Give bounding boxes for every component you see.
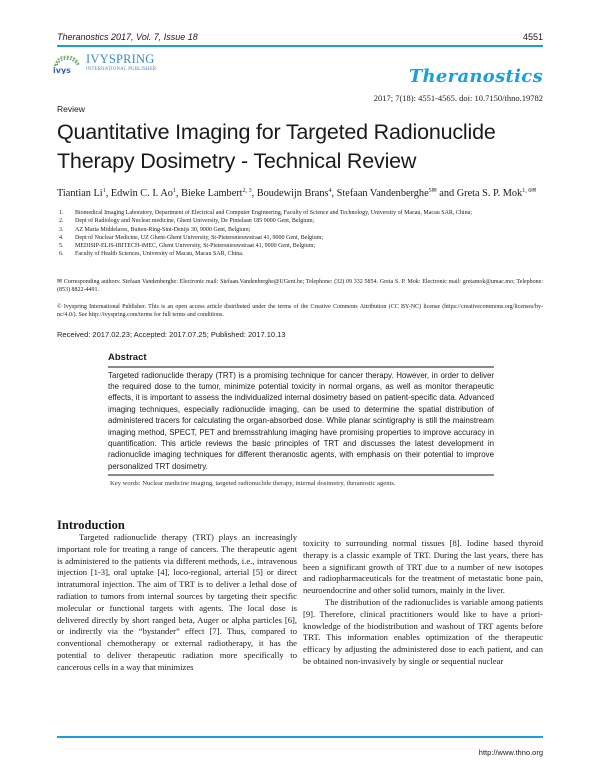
- running-header: [57, 32, 543, 46]
- section-heading-introduction: Introduction: [57, 518, 125, 532]
- header-rule: [57, 45, 543, 47]
- paragraph: toxicity to surrounding normal tissues [8]. Iodine based thyroid therapy is a classic example of TRT. During the last years, there has been a significant growth of TRT due to a number of new isotopes and radiopharmaceuticals for the treatment of metastatic bone pain, neuroendocrine and other solid tumors, mainly in the liver.: [303, 538, 543, 596]
- abstract-heading: Abstract: [108, 352, 147, 363]
- citation-doi: 2017; 7(18): 4551-4565. doi: 10.7150/thno.19782: [373, 93, 543, 103]
- footer-rule: [57, 736, 543, 738]
- affiliation: 1. Biomedical Imaging Laboratory, Department of Electrical and Computer Engineering, Faculty of Science and Technology, University of Macau, Macau SAR, China;: [59, 210, 472, 216]
- article-title: Quantitative Imaging for Targeted Radionuclide Therapy Dosimetry - Technical Review: [57, 120, 496, 173]
- footer-url[interactable]: http://www.thno.org: [478, 748, 543, 757]
- author-list: Tiantian Li$^1$, Edwin C. I. Ao$^1$, Bieke Lambert$^{2, 3}$, Boudewijn Brans$^4$, Stefaan Vandenberghe$^{5✉}$ and Greta S. P. Mok$^{1, 6✉}$: [57, 188, 537, 199]
- affiliation: 3. AZ Maria Middelares, Buiten-Ring-Sint-Denijs 30, 9000 Gent, Belgium;: [59, 226, 251, 233]
- body-column-right: [303, 538, 543, 668]
- author: Boudewijn Brans: [256, 188, 329, 199]
- paragraph: The distribution of the radionuclides is variable among patients [9]. Therefore, clinical practitioners would like to have a priori-knowledge of the biodistribution and washout of TRT agents before TRT. This information enables optimization of the therapeutic efficacy by adjusting the administered dose to each patient, and can be obtained non-invasively by single or sequential nuclear: [303, 596, 543, 666]
- abstract-box: [108, 352, 494, 487]
- publisher-name: IVYSPRING: [86, 52, 155, 66]
- page-number: 4551: [522, 32, 543, 42]
- affiliation: 4. Dept of Nuclear Medicine, UZ Ghent-Ghent University, St-Pietersnieuwstraat 41, 9000 Gent, Belgium;: [59, 234, 324, 241]
- paragraph: Targeted radionuclide therapy (TRT) plays an increasingly important role for treating a range of cancers. The therapeutic agent is administered to the patients via different methods, i.e., intravenous injection [1-3], oral uptake [4], loco-regional, arterial [5] or direct intratumoral injection. The aim of TRT is to deliver a lethal dose of radiation to tumors from internal sources by targeting their specific molecular or functional targets with agents. The local dose is delivered directly by short ranged beta, Auger or alpha particles [6], or indirectly via the “bystander” effect [7]. Thus, compared to conventional chemotherapy or external radiotherapy, it has the potential to deliver therapeutic radiation more specifically to cancerous cells in a way that minimizes: [57, 532, 297, 672]
- body-column-left: [57, 532, 297, 674]
- author: Stefaan Vandenberghe: [336, 188, 429, 199]
- journal-logo: Theranostics: [408, 66, 543, 87]
- article-type: Review: [57, 104, 85, 114]
- publication-dates: Received: 2017.02.23; Accepted: 2017.07.25; Published: 2017.10.13: [57, 330, 286, 339]
- keywords: Key words: Nuclear medicine imaging, targeted radionuclide therapy, internal dosimetry, theranostic agents.: [110, 479, 396, 487]
- affiliation: 6. Faculty of Health Sciences, University of Macau, Macau SAR, China.: [59, 251, 244, 258]
- journal-issue: Theranostics 2017, Vol. 7, Issue 18: [57, 32, 198, 42]
- author: Greta S. P. Mok: [456, 188, 523, 199]
- affiliation: 5. MEDISIP-ELIS-IBITECH-iMEC, Ghent University, St-Pietersnieuwstraat 41, 9000 Gent, Belgium;: [59, 243, 316, 250]
- svg-text:ivys: ivys: [53, 66, 71, 74]
- ivyspring-logo: [52, 52, 192, 76]
- author: Bieke Lambert: [181, 188, 243, 199]
- affiliation-list: [57, 209, 547, 259]
- corresponding-authors: ✉ Corresponding authors: Stefaan Vandenberghe: Electronic mail: Stefaan.Vandenberghe@UGent.be; Telephone: (32) 09 332 5854. Greta S. P. Mok: Electronic mail: gretamok@umac.mo; Telephone: (853) 8822-4491.: [57, 279, 543, 294]
- abstract-text: Targeted radionuclide therapy (TRT) is a promising technique for cancer therapy. However, in order to deliver the required dose to the tumor, minimize potential toxicity in normal organs, as well as monitor therapeutic effects, it is important to assess the individualized internal dosimetry based on patient-specific data. Advanced imaging techniques, especially radionuclide imaging, can be used to determine the spatial distribution of administered tracers for calculating the organ-absorbed dose. While planar scintigraphy is still the mainstream imaging method, SPECT, PET and bremsstrahlung imaging have promising properties to improve accuracy in quantification. This article reviews the basic principles of TRT and discusses the latest development in radionuclide imaging techniques for different theranostic agents, with emphasis on their potential to improve personalized TRT dosimetry.: [108, 370, 494, 471]
- ivyspring-mark-icon: [52, 54, 82, 74]
- author: Edwin C. I. Ao: [110, 188, 173, 199]
- author: Tiantian Li: [57, 188, 103, 199]
- affiliation: 2. Dept of Radiology and Nuclear medicine, Ghent University, De Pintelaan 185 9000 Gent, Belgium;: [59, 218, 315, 225]
- publisher-subtitle: INTERNATIONAL PUBLISHER: [86, 67, 157, 72]
- license-notice: © Ivyspring International Publisher. This is an open access article distributed under the terms of the Creative Commons Attribution (CC BY-NC) license (https://creativecommons.org/licenses/by-nc/4.0/). See http://ivyspring.com/terms for full terms and conditions.: [57, 304, 543, 319]
